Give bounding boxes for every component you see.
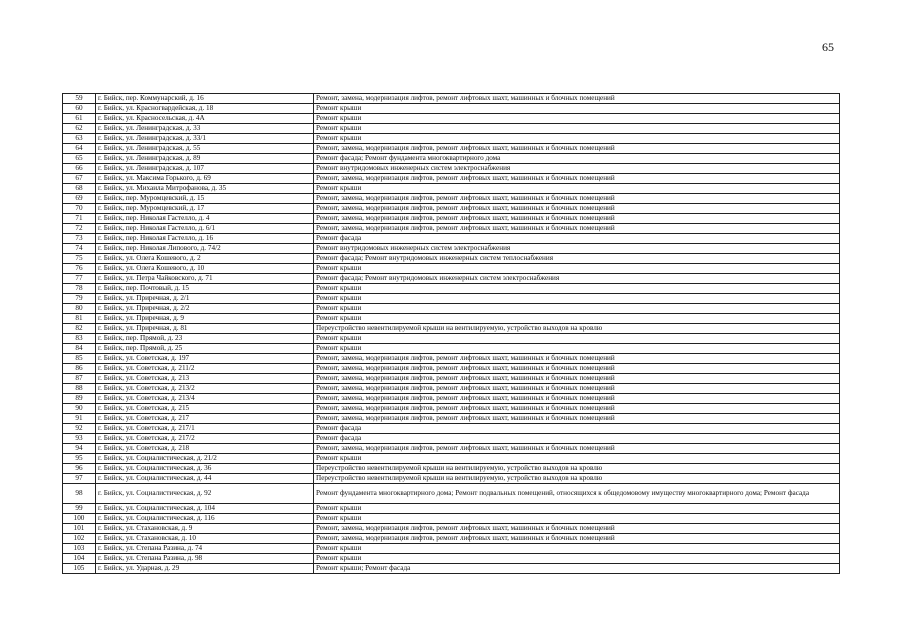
row-number-cell: 72: [63, 224, 96, 234]
address-cell: г. Бийск, пер. Муромцевский, д. 15: [96, 194, 314, 204]
row-number-cell: 92: [63, 424, 96, 434]
work-type-cell: Ремонт крыши; Ремонт фасада: [314, 564, 840, 574]
row-number-cell: 74: [63, 244, 96, 254]
address-cell: г. Бийск, ул. Красносельская, д. 4А: [96, 114, 314, 124]
row-number-cell: 85: [63, 354, 96, 364]
row-number-cell: 83: [63, 334, 96, 344]
work-type-cell: Ремонт, замена, модернизация лифтов, ремонт лифтовых шахт, машинных и блочных помещений: [314, 394, 840, 404]
work-type-cell: Ремонт внутридомовых инженерных систем электроснабжения: [314, 164, 840, 174]
table-row: [63, 154, 840, 164]
address-cell: г. Бийск, ул. Ленинградская, д. 33/1: [96, 134, 314, 144]
table-row: [63, 104, 840, 114]
table-row: [63, 114, 840, 124]
work-type-cell: Ремонт, замена, модернизация лифтов, ремонт лифтовых шахт, машинных и блочных помещений: [314, 144, 840, 154]
address-cell: г. Бийск, пер. Коммунарский, д. 16: [96, 94, 314, 104]
address-cell: г. Бийск, ул. Советская, д. 197: [96, 354, 314, 364]
row-number-cell: 94: [63, 444, 96, 454]
table-row: [63, 434, 840, 444]
work-type-cell: Ремонт, замена, модернизация лифтов, ремонт лифтовых шахт, машинных и блочных помещений: [314, 414, 840, 424]
table-row: [63, 214, 840, 224]
table-row: [63, 534, 840, 544]
table-row: [63, 364, 840, 374]
work-type-cell: Ремонт, замена, модернизация лифтов, ремонт лифтовых шахт, машинных и блочных помещений: [314, 174, 840, 184]
work-type-cell: Ремонт крыши: [314, 454, 840, 464]
address-cell: г. Бийск, ул. Красногвардейская, д. 18: [96, 104, 314, 114]
address-cell: г. Бийск, ул. Степана Разина, д. 74: [96, 544, 314, 554]
table-row: [63, 394, 840, 404]
row-number-cell: 59: [63, 94, 96, 104]
work-type-cell: Переустройство невентилируемой крыши на вентилируемую, устройство выходов на кровлю: [314, 464, 840, 474]
address-cell: г. Бийск, ул. Приречная, д. 2/1: [96, 294, 314, 304]
work-type-cell: Ремонт фасада; Ремонт внутридомовых инженерных систем электроснабжения: [314, 274, 840, 284]
work-type-cell: Ремонт, замена, модернизация лифтов, ремонт лифтовых шахт, машинных и блочных помещений: [314, 534, 840, 544]
address-cell: г. Бийск, ул. Стахановская, д. 9: [96, 524, 314, 534]
address-cell: г. Бийск, ул. Социалистическая, д. 44: [96, 474, 314, 484]
table-row: [63, 294, 840, 304]
table-row: [63, 444, 840, 454]
table-row: [63, 414, 840, 424]
address-cell: г. Бийск, пер. Почтовый, д. 15: [96, 284, 314, 294]
table-row: [63, 144, 840, 154]
table-row: [63, 244, 840, 254]
table-row: [63, 184, 840, 194]
work-type-cell: Ремонт крыши: [314, 184, 840, 194]
row-number-cell: 70: [63, 204, 96, 214]
address-cell: г. Бийск, пер. Николая Гастелло, д. 6/1: [96, 224, 314, 234]
address-cell: г. Бийск, ул. Олега Кошевого, д. 2: [96, 254, 314, 264]
table-row: [63, 254, 840, 264]
row-number-cell: 66: [63, 164, 96, 174]
address-cell: г. Бийск, ул. Стахановская, д. 10: [96, 534, 314, 544]
work-type-cell: Ремонт, замена, модернизация лифтов, ремонт лифтовых шахт, машинных и блочных помещений: [314, 524, 840, 534]
table-row: [63, 524, 840, 534]
address-cell: г. Бийск, ул. Социалистическая, д. 116: [96, 514, 314, 524]
work-type-cell: Ремонт, замена, модернизация лифтов, ремонт лифтовых шахт, машинных и блочных помещений: [314, 374, 840, 384]
address-cell: г. Бийск, ул. Олега Кошевого, д. 10: [96, 264, 314, 274]
work-type-cell: Ремонт крыши: [314, 264, 840, 274]
address-cell: г. Бийск, ул. Советская, д. 211/2: [96, 364, 314, 374]
work-type-cell: Ремонт фасада; Ремонт фундамента многоквартирного дома: [314, 154, 840, 164]
row-number-cell: 68: [63, 184, 96, 194]
row-number-cell: 76: [63, 264, 96, 274]
row-number-cell: 90: [63, 404, 96, 414]
work-type-cell: Ремонт, замена, модернизация лифтов, ремонт лифтовых шахт, машинных и блочных помещений: [314, 224, 840, 234]
row-number-cell: 62: [63, 124, 96, 134]
address-cell: г. Бийск, пер. Прямой, д. 23: [96, 334, 314, 344]
work-type-cell: Переустройство невентилируемой крыши на вентилируемую, устройство выходов на кровлю: [314, 474, 840, 484]
address-cell: г. Бийск, пер. Муромцевский, д. 17: [96, 204, 314, 214]
address-cell: г. Бийск, ул. Советская, д. 213/4: [96, 394, 314, 404]
work-type-cell: Ремонт, замена, модернизация лифтов, ремонт лифтовых шахт, машинных и блочных помещений: [314, 404, 840, 414]
row-number-cell: 93: [63, 434, 96, 444]
row-number-cell: 104: [63, 554, 96, 564]
row-number-cell: 69: [63, 194, 96, 204]
work-type-cell: Ремонт крыши: [314, 554, 840, 564]
work-type-cell: Ремонт крыши: [314, 134, 840, 144]
table-row: [63, 334, 840, 344]
work-type-cell: Ремонт, замена, модернизация лифтов, ремонт лифтовых шахт, машинных и блочных помещений: [314, 364, 840, 374]
address-cell: г. Бийск, ул. Советская, д. 213/2: [96, 384, 314, 394]
table-row: [63, 304, 840, 314]
work-type-cell: Ремонт, замена, модернизация лифтов, ремонт лифтовых шахт, машинных и блочных помещений: [314, 384, 840, 394]
table-row: [63, 374, 840, 384]
row-number-cell: 65: [63, 154, 96, 164]
row-number-cell: 102: [63, 534, 96, 544]
page-number: 65: [822, 40, 834, 54]
address-cell: г. Бийск, ул. Ленинградская, д. 55: [96, 144, 314, 154]
table-body: [63, 94, 840, 574]
work-type-cell: Ремонт крыши: [314, 104, 840, 114]
table-row: [63, 384, 840, 394]
table-row: [63, 324, 840, 334]
address-cell: г. Бийск, ул. Петра Чайковского, д. 71: [96, 274, 314, 284]
table-row: [63, 204, 840, 214]
work-type-cell: Ремонт крыши: [314, 334, 840, 344]
table-row: [63, 234, 840, 244]
work-type-cell: Ремонт, замена, модернизация лифтов, ремонт лифтовых шахт, машинных и блочных помещений: [314, 94, 840, 104]
row-number-cell: 78: [63, 284, 96, 294]
row-number-cell: 105: [63, 564, 96, 574]
row-number-cell: 67: [63, 174, 96, 184]
table-row: [63, 484, 840, 504]
row-number-cell: 101: [63, 524, 96, 534]
table-row: [63, 504, 840, 514]
work-type-cell: Ремонт крыши: [314, 344, 840, 354]
work-type-cell: Ремонт, замена, модернизация лифтов, ремонт лифтовых шахт, машинных и блочных помещений: [314, 354, 840, 364]
address-cell: г. Бийск, ул. Ленинградская, д. 33: [96, 124, 314, 134]
work-type-cell: Ремонт крыши: [314, 514, 840, 524]
table-row: [63, 264, 840, 274]
row-number-cell: 88: [63, 384, 96, 394]
table-row: [63, 274, 840, 284]
row-number-cell: 79: [63, 294, 96, 304]
table-row: [63, 94, 840, 104]
address-cell: г. Бийск, пер. Николая Гастелло, д. 4: [96, 214, 314, 224]
address-cell: г. Бийск, пер. Николая Гастелло, д. 16: [96, 234, 314, 244]
table-row: [63, 464, 840, 474]
work-type-cell: Ремонт фасада: [314, 234, 840, 244]
table-row: [63, 354, 840, 364]
row-number-cell: 99: [63, 504, 96, 514]
address-cell: г. Бийск, ул. Советская, д. 218: [96, 444, 314, 454]
table-row: [63, 124, 840, 134]
work-type-cell: Ремонт крыши: [314, 114, 840, 124]
row-number-cell: 103: [63, 544, 96, 554]
row-number-cell: 96: [63, 464, 96, 474]
row-number-cell: 73: [63, 234, 96, 244]
row-number-cell: 81: [63, 314, 96, 324]
address-cell: г. Бийск, ул. Ленинградская, д. 89: [96, 154, 314, 164]
table-row: [63, 474, 840, 484]
address-cell: г. Бийск, ул. Советская, д. 213: [96, 374, 314, 384]
address-cell: г. Бийск, ул. Приречная, д. 2/2: [96, 304, 314, 314]
table-row: [63, 164, 840, 174]
work-type-cell: Ремонт фасада: [314, 434, 840, 444]
address-cell: г. Бийск, ул. Ударная, д. 29: [96, 564, 314, 574]
table-row: [63, 194, 840, 204]
address-cell: г. Бийск, ул. Советская, д. 215: [96, 404, 314, 414]
row-number-cell: 87: [63, 374, 96, 384]
table-row: [63, 554, 840, 564]
work-type-cell: Ремонт крыши: [314, 294, 840, 304]
table-row: [63, 514, 840, 524]
address-cell: г. Бийск, пер. Прямой, д. 25: [96, 344, 314, 354]
address-cell: г. Бийск, ул. Ленинградская, д. 107: [96, 164, 314, 174]
table-row: [63, 424, 840, 434]
address-cell: г. Бийск, ул. Социалистическая, д. 104: [96, 504, 314, 514]
row-number-cell: 95: [63, 454, 96, 464]
work-type-cell: Ремонт крыши: [314, 504, 840, 514]
address-cell: г. Бийск, ул. Советская, д. 217/2: [96, 434, 314, 444]
row-number-cell: 86: [63, 364, 96, 374]
work-type-cell: Ремонт фасада: [314, 424, 840, 434]
address-cell: г. Бийск, ул. Социалистическая, д. 36: [96, 464, 314, 474]
address-cell: г. Бийск, ул. Приречная, д. 9: [96, 314, 314, 324]
row-number-cell: 77: [63, 274, 96, 284]
table-row: [63, 344, 840, 354]
table-row: [63, 544, 840, 554]
table-row: [63, 284, 840, 294]
row-number-cell: 71: [63, 214, 96, 224]
row-number-cell: 61: [63, 114, 96, 124]
work-type-cell: Ремонт, замена, модернизация лифтов, ремонт лифтовых шахт, машинных и блочных помещений: [314, 194, 840, 204]
work-type-cell: Ремонт, замена, модернизация лифтов, ремонт лифтовых шахт, машинных и блочных помещений: [314, 444, 840, 454]
row-number-cell: 63: [63, 134, 96, 144]
table-row: [63, 564, 840, 574]
work-type-cell: Ремонт крыши: [314, 544, 840, 554]
address-cell: г. Бийск, ул. Максима Горького, д. 69: [96, 174, 314, 184]
address-cell: г. Бийск, ул. Советская, д. 217/1: [96, 424, 314, 434]
work-type-cell: Ремонт крыши: [314, 314, 840, 324]
table-row: [63, 224, 840, 234]
table-row: [63, 174, 840, 184]
address-cell: г. Бийск, ул. Социалистическая, д. 21/2: [96, 454, 314, 464]
row-number-cell: 100: [63, 514, 96, 524]
row-number-cell: 75: [63, 254, 96, 264]
work-type-cell: Переустройство невентилируемой крыши на вентилируемую, устройство выходов на кровлю: [314, 324, 840, 334]
row-number-cell: 97: [63, 474, 96, 484]
work-type-cell: Ремонт фундамента многоквартирного дома; Ремонт подвальных помещений, относящихся к общедомовому имуществу многоквартирного дома; Ремонт фасада: [314, 484, 840, 504]
work-type-cell: Ремонт, замена, модернизация лифтов, ремонт лифтовых шахт, машинных и блочных помещений: [314, 214, 840, 224]
work-type-cell: Ремонт, замена, модернизация лифтов, ремонт лифтовых шахт, машинных и блочных помещений: [314, 204, 840, 214]
table-row: [63, 404, 840, 414]
row-number-cell: 91: [63, 414, 96, 424]
repair-schedule-table: [62, 93, 840, 574]
address-cell: г. Бийск, ул. Социалистическая, д. 92: [96, 484, 314, 504]
row-number-cell: 64: [63, 144, 96, 154]
address-cell: г. Бийск, пер. Николая Липового, д. 74/2: [96, 244, 314, 254]
table-row: [63, 314, 840, 324]
work-type-cell: Ремонт крыши: [314, 124, 840, 134]
table-row: [63, 134, 840, 144]
address-cell: г. Бийск, ул. Советская, д. 217: [96, 414, 314, 424]
row-number-cell: 82: [63, 324, 96, 334]
row-number-cell: 89: [63, 394, 96, 404]
address-cell: г. Бийск, ул. Михаила Митрофанова, д. 35: [96, 184, 314, 194]
work-type-cell: Ремонт крыши: [314, 284, 840, 294]
work-type-cell: Ремонт внутридомовых инженерных систем электроснабжения: [314, 244, 840, 254]
address-cell: г. Бийск, ул. Степана Разина, д. 98: [96, 554, 314, 564]
row-number-cell: 84: [63, 344, 96, 354]
work-type-cell: Ремонт крыши: [314, 304, 840, 314]
row-number-cell: 60: [63, 104, 96, 114]
row-number-cell: 98: [63, 484, 96, 504]
work-type-cell: Ремонт фасада; Ремонт внутридомовых инженерных систем теплоснабжения: [314, 254, 840, 264]
address-cell: г. Бийск, ул. Приречная, д. 81: [96, 324, 314, 334]
table-row: [63, 454, 840, 464]
row-number-cell: 80: [63, 304, 96, 314]
